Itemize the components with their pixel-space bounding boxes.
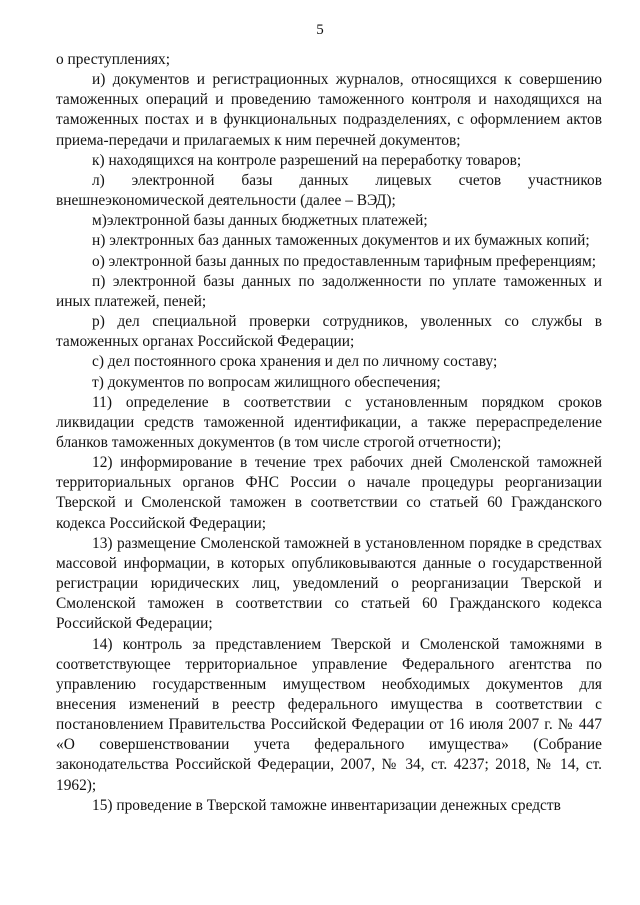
paragraph: 15) проведение в Тверской таможне инвентаризации денежных средств	[92, 796, 561, 814]
paragraph: п) электронной базы данных по задолженности по уплате таможенных и иных платежей, пеней;	[56, 272, 602, 310]
paragraph: о) электронной базы данных по предоставленным тарифным преференциям;	[92, 252, 596, 270]
paragraph: 12) информирование в течение трех рабочих дней Смоленской таможней территориальных органов ФНС России о начале процедуры реорганизации Тверской и Смоленской таможен в соответствии со статьей 60 Гражданского кодекса Российской Федерации;	[56, 454, 602, 532]
paragraph: 13) размещение Смоленской таможней в установленном порядке в средствах массовой информации, в которых опубликовываются данные о государственной регистрации юридических лиц, уведомлений о реорганизации Тверской и Смоленской таможен в соответствии со статьей 60 Гражданского кодекса Российской Федерации;	[56, 534, 602, 633]
paragraph: м)электронной базы данных бюджетных платежей;	[92, 212, 428, 230]
paragraph: к) находящихся на контроле разрешений на переработку товаров;	[92, 151, 522, 169]
paragraph: л) электронной базы данных лицевых счетов участников внешнеэкономической деятельности (далее – ВЭД);	[56, 171, 602, 210]
paragraph: т) документов по вопросам жилищного обеспечения;	[92, 373, 441, 391]
paragraph: 14) контроль за представлением Тверской и Смоленской таможнями в соответствующее территориальное управление Федерального агентства по управлению государственным имуществом необходимых документов для внесения изменений в реестр федерального имущества в соответствии с постановлением Правительства Российской Федерации от 16 июля 2007 г. № 447 «О совершенствовании учета федерального имущества» (Собрание законодательства Российской Федерации, 2007, № 34, ст. 4237; 2018, № 14, ст. 1962);	[56, 635, 602, 794]
page-number: 5	[316, 22, 324, 38]
paragraph: о преступлениях;	[56, 51, 171, 68]
document-body	[56, 50, 602, 816]
paragraph: и) документов и регистрационных журналов, относящихся к совершению таможенных операций и проведению таможенного контроля и находящихся на таможенных постах и в функциональных подразделениях, с оформлением актов приема-передачи и прилагаемых к ним перечней документов;	[56, 71, 602, 149]
paragraph: 11) определение в соответствии с установленным порядком сроков ликвидации средств таможенной идентификации, а также перераспределение бланков таможенных документов (в том числе строгой отчетности);	[56, 393, 602, 451]
paragraph: н) электронных баз данных таможенных документов и их бумажных копий;	[92, 232, 590, 250]
paragraph: с) дел постоянного срока хранения и дел по личному составу;	[92, 353, 498, 371]
paragraph: р) дел специальной проверки сотрудников, уволенных со службы в таможенных органах Российской Федерации;	[56, 313, 602, 351]
